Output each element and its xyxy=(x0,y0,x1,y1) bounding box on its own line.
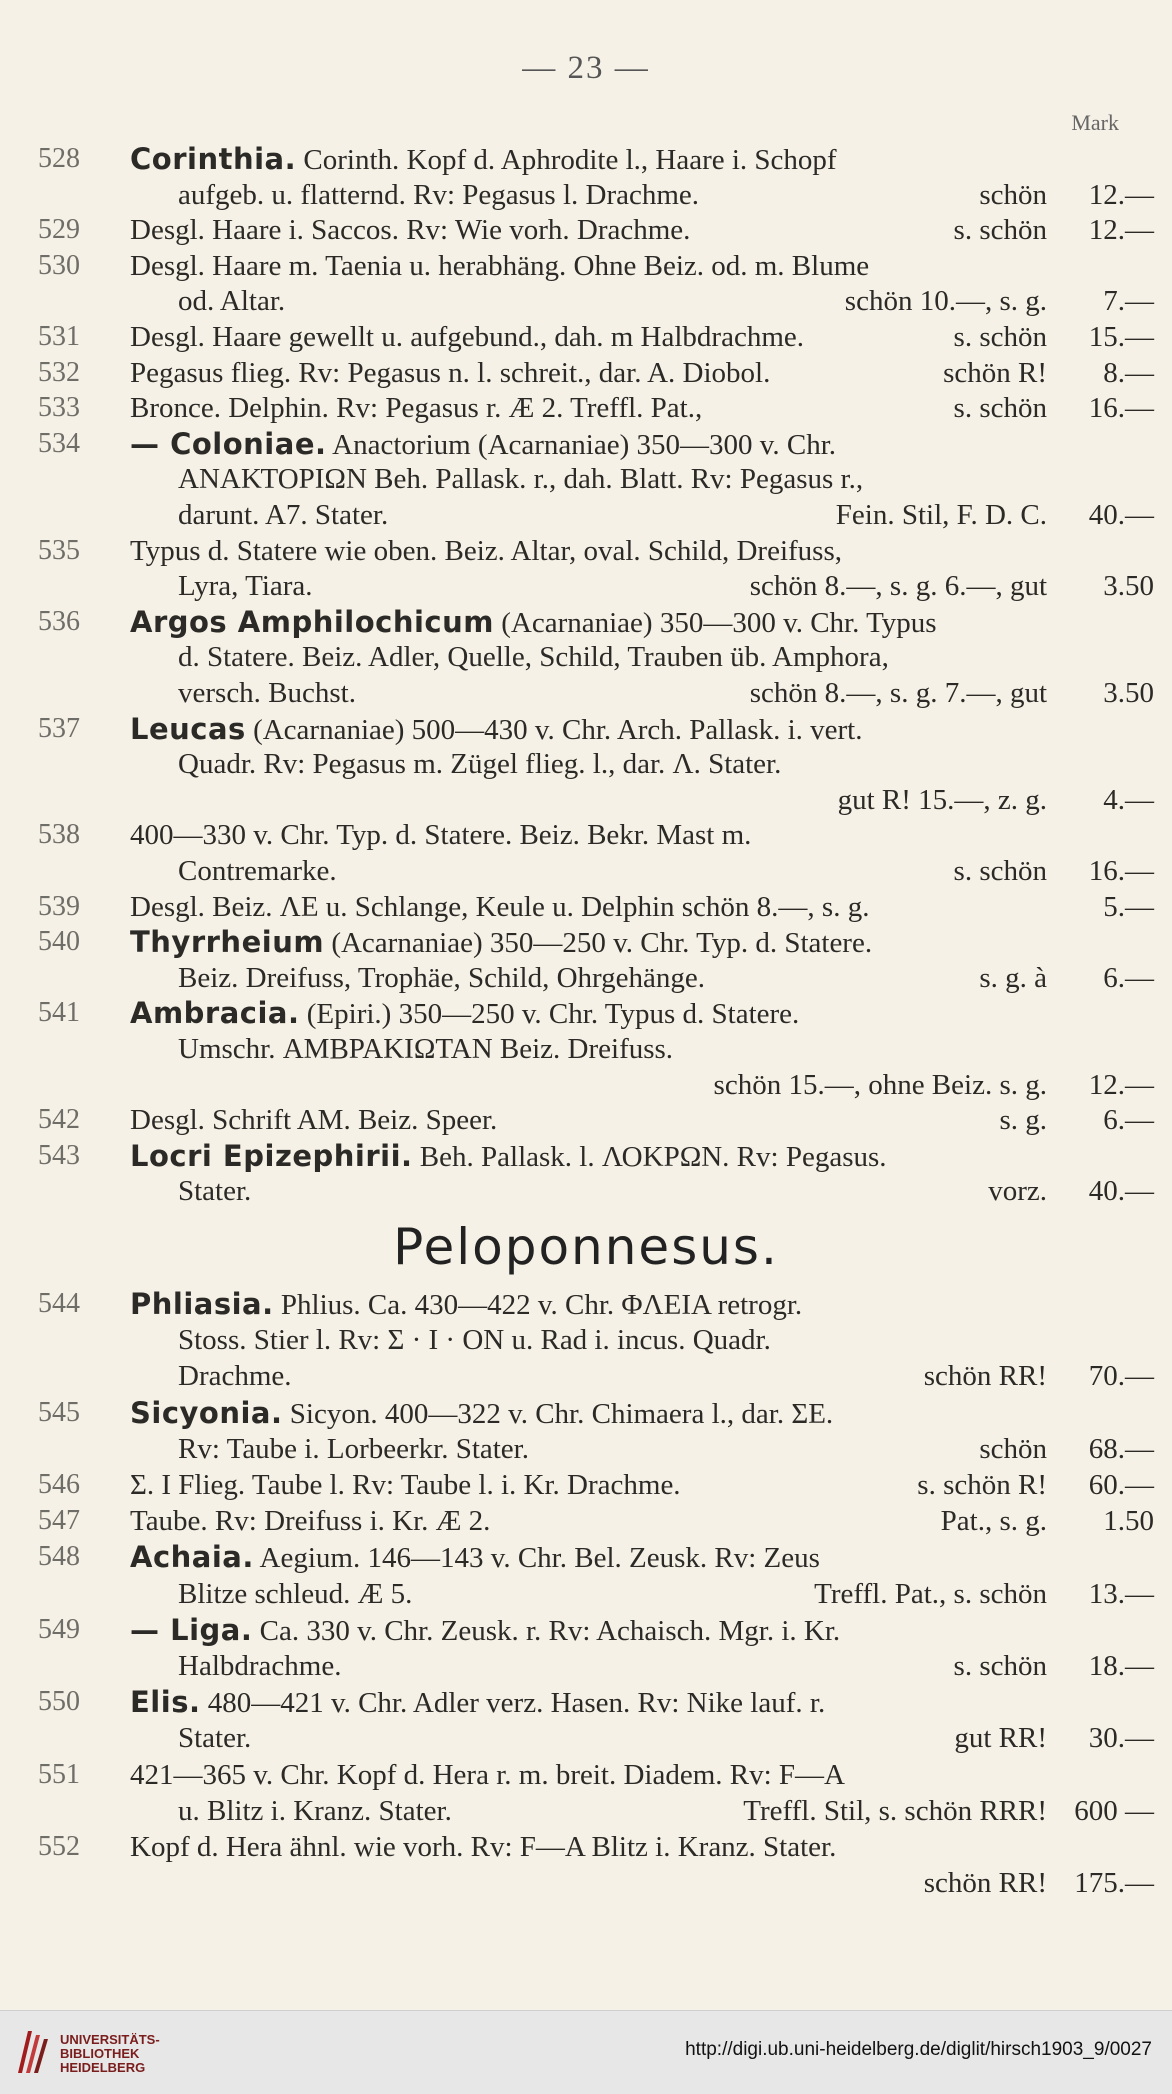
entry-heading: Argos Amphilochicum xyxy=(130,604,494,639)
entry-line xyxy=(0,783,1172,817)
entry-description: Stater. xyxy=(178,1722,252,1755)
entry-heading: Locri Epizephirii. xyxy=(130,1138,413,1173)
section-title: Peloponnesus. xyxy=(393,1218,779,1276)
price-mark: 600 — xyxy=(1074,1794,1154,1827)
entry-description: Taube. Rv: Dreifuss i. Kr. Æ 2. xyxy=(130,1505,491,1538)
entry-line xyxy=(0,1468,1172,1502)
entry-text xyxy=(130,712,862,747)
entry-text xyxy=(130,1613,840,1648)
entry-heading: Sicyonia. xyxy=(130,1395,283,1430)
lot-number: 541 xyxy=(38,997,80,1029)
entry-description: Beiz. Dreifuss, Trophäe, Schild, Ohrgehänge. xyxy=(178,961,706,994)
entry-line xyxy=(0,249,1172,283)
entry-text xyxy=(130,1468,681,1502)
entry-text xyxy=(130,249,869,283)
entry-description: Kopf d. Hera ähnl. wie vorh. Rv: F—A Blitz i. Kranz. Stater. xyxy=(130,1831,837,1863)
entry-line xyxy=(0,1613,1172,1647)
lot-number: 532 xyxy=(38,356,80,388)
entry-line xyxy=(0,1396,1172,1430)
entry-line xyxy=(0,640,1172,674)
entry-description: Sicyon. 400—322 v. Chr. Chimaera l., dar. ΣΕ. xyxy=(282,1397,834,1430)
lot-number: 538 xyxy=(38,819,80,851)
entry-text xyxy=(178,498,388,532)
entry-line xyxy=(0,712,1172,746)
entry-description: Desgl. Beiz. ΛΕ u. Schlange, Keule u. Delphin schön 8.—, s. g. xyxy=(130,890,870,923)
entry-heading: Thyrrheium xyxy=(130,925,325,960)
price-mark: 4.— xyxy=(1103,783,1154,816)
lot-number: 547 xyxy=(38,1505,80,1537)
entry-description: Desgl. Haare gewellt u. aufgebund., dah. m Halbdrachme. xyxy=(130,321,805,353)
entry-text xyxy=(130,1685,825,1720)
condition-grade: s. schön xyxy=(953,321,1047,353)
lot-number: 548 xyxy=(38,1541,80,1573)
library-name-line2: BIBLIOTHEK xyxy=(60,2046,140,2061)
entry-text xyxy=(178,640,889,674)
entry-line xyxy=(0,534,1172,568)
entry-text xyxy=(178,1721,251,1755)
entry-text xyxy=(178,1359,292,1393)
entry-line xyxy=(0,320,1172,354)
entry-line xyxy=(0,1540,1172,1574)
entry-line xyxy=(0,1068,1172,1102)
entry-description: Halbdrachme. xyxy=(178,1650,342,1682)
lot-number: 550 xyxy=(38,1686,80,1718)
entry-text xyxy=(130,890,869,924)
price-mark: 3.50 xyxy=(1103,677,1154,709)
entry-description: Quadr. Rv: Pegasus m. Zügel flieg. l., dar. Λ. Stater. xyxy=(178,748,782,781)
lot-number: 539 xyxy=(38,890,80,922)
entry-line xyxy=(0,1323,1172,1357)
entry-line xyxy=(0,1721,1172,1755)
condition-grade: schön xyxy=(979,178,1047,211)
entry-line xyxy=(0,890,1172,924)
entry-text xyxy=(130,1830,836,1864)
entry-description: (Acarnaniae) 350—300 v. Chr. Typus xyxy=(494,606,937,639)
entry-text xyxy=(178,676,356,710)
entry-text xyxy=(130,356,770,390)
lot-number: 545 xyxy=(38,1396,80,1428)
condition-grade: schön RR! xyxy=(923,1360,1047,1393)
entry-line xyxy=(0,391,1172,425)
entry-line xyxy=(0,1685,1172,1719)
lot-number: 531 xyxy=(38,321,80,352)
entry-heading: — Liga. xyxy=(130,1612,253,1647)
entry-line xyxy=(0,818,1172,852)
entry-line xyxy=(0,498,1172,532)
entry-text xyxy=(130,1540,820,1575)
lot-number: 552 xyxy=(38,1831,80,1862)
entry-heading: Elis. xyxy=(130,1685,201,1720)
entry-text xyxy=(130,818,751,852)
condition-grade: gut R! 15.—, z. g. xyxy=(837,783,1047,816)
entry-line xyxy=(0,1794,1172,1828)
price-mark: 16.— xyxy=(1088,855,1154,887)
entry-description: darunt. A7. Stater. xyxy=(178,499,389,531)
entry-description: Desgl. Schrift AM. Beiz. Speer. xyxy=(130,1104,498,1137)
price-mark: 6.— xyxy=(1103,1104,1154,1137)
entry-text xyxy=(178,1649,341,1683)
entry-text xyxy=(130,925,872,960)
entry-text xyxy=(178,284,285,318)
entry-line xyxy=(0,356,1172,390)
entry-line xyxy=(0,1359,1172,1393)
entry-text xyxy=(130,1103,497,1137)
entry-text xyxy=(130,1504,490,1538)
entry-text xyxy=(178,1032,673,1066)
condition-grade: gut RR! xyxy=(954,1722,1047,1755)
entry-text xyxy=(130,427,836,462)
entry-line xyxy=(0,178,1172,212)
lot-number: 529 xyxy=(38,214,80,246)
library-name xyxy=(60,2033,160,2075)
entry-text xyxy=(178,569,313,603)
library-name-line3: HEIDELBERG xyxy=(60,2060,146,2075)
entry-line xyxy=(0,1649,1172,1683)
lot-number: 544 xyxy=(38,1288,80,1319)
entry-description: u. Blitz i. Kranz. Stater. xyxy=(178,1794,452,1827)
lot-number: 535 xyxy=(38,534,80,566)
entry-text xyxy=(178,961,705,995)
condition-grade: schön 15.—, ohne Beiz. s. g. xyxy=(713,1068,1047,1101)
entry-description: aufgeb. u. flatternd. Rv: Pegasus l. Drachme. xyxy=(178,178,700,211)
condition-grade: s. schön xyxy=(953,214,1047,247)
entry-description: 480—421 v. Chr. Adler verz. Hasen. Rv: Nike lauf. r. xyxy=(200,1687,826,1720)
entry-description: Pegasus flieg. Rv: Pegasus n. l. schreit., dar. A. Diobol. xyxy=(130,356,771,389)
entry-text xyxy=(130,213,690,247)
entry-description: Rv: Taube i. Lorbeerkr. Stater. xyxy=(178,1432,529,1465)
entry-description: od. Altar. xyxy=(178,285,286,318)
entry-description: Beh. Pallask. l. ΛΟΚΡΩΝ. Rv: Pegasus. xyxy=(412,1140,887,1173)
condition-grade: schön 10.—, s. g. xyxy=(844,285,1047,318)
lot-number: 551 xyxy=(38,1758,80,1790)
entry-text xyxy=(130,391,702,425)
condition-grade: Treffl. Stil, s. schön RRR! xyxy=(743,1794,1047,1827)
column-header-mark: Mark xyxy=(1071,110,1119,135)
entry-description: Lyra, Tiara. xyxy=(178,570,313,603)
price-mark: 12.— xyxy=(1088,178,1154,211)
condition-grade: s. schön xyxy=(953,855,1047,887)
entry-description: (Epiri.) 350—250 v. Chr. Typus d. Statere. xyxy=(299,998,800,1031)
lot-number: 530 xyxy=(38,249,80,281)
entry-text xyxy=(130,1758,845,1792)
price-mark: 15.— xyxy=(1088,321,1154,353)
condition-grade: s. schön xyxy=(953,1650,1047,1682)
entry-description: Bronce. Delphin. Rv: Pegasus r. Æ 2. Treffl. Pat., xyxy=(130,392,703,425)
entry-description: Stater. xyxy=(178,1175,252,1208)
entry-line xyxy=(0,142,1172,176)
price-mark: 68.— xyxy=(1088,1432,1154,1465)
lot-number: 534 xyxy=(38,427,80,459)
condition-grade: schön 8.—, s. g. 7.—, gut xyxy=(749,677,1047,709)
entry-text xyxy=(178,1174,251,1208)
condition-grade: s. g. à xyxy=(979,961,1047,994)
condition-grade: Fein. Stil, F. D. C. xyxy=(835,499,1047,531)
entry-description: Desgl. Haare i. Saccos. Rv: Wie vorh. Drachme. xyxy=(130,214,691,247)
entry-text xyxy=(130,534,842,568)
price-mark: 3.50 xyxy=(1103,570,1154,603)
price-mark: 40.— xyxy=(1088,1175,1154,1208)
entry-line xyxy=(0,1504,1172,1538)
price-mark: 18.— xyxy=(1088,1650,1154,1682)
entry-description: versch. Buchst. xyxy=(178,677,356,709)
condition-grade: s. g. xyxy=(999,1104,1047,1137)
entry-description: Anactorium (Acarnaniae) 350—300 v. Chr. xyxy=(326,428,837,461)
entry-line xyxy=(0,213,1172,247)
entry-description: 400—330 v. Chr. Typ. d. Statere. Beiz. Bekr. Mast m. xyxy=(130,819,752,852)
entry-text xyxy=(130,1287,802,1322)
price-mark: 12.— xyxy=(1088,214,1154,247)
entry-line xyxy=(0,1758,1172,1792)
entry-text xyxy=(178,462,863,496)
entry-description: Corinth. Kopf d. Aphrodite l., Haare i. Schopf xyxy=(296,144,837,176)
entry-text xyxy=(130,320,804,354)
lot-number: 528 xyxy=(38,143,80,174)
condition-grade: Treffl. Pat., s. schön xyxy=(814,1577,1047,1610)
entry-text xyxy=(178,1794,452,1828)
entry-description: Aegium. 146—143 v. Chr. Bel. Zeusk. Rv: Zeus xyxy=(253,1542,820,1575)
entry-heading: Achaia. xyxy=(130,1540,254,1575)
entry-line xyxy=(0,1032,1172,1066)
entry-text xyxy=(130,142,837,177)
entry-line xyxy=(0,462,1172,496)
price-mark: 13.— xyxy=(1088,1577,1154,1610)
entry-line xyxy=(0,284,1172,318)
entry-heading: — Coloniae. xyxy=(130,426,327,461)
entry-heading: Leucas xyxy=(130,711,246,746)
footer-bar xyxy=(0,2010,1172,2094)
entry-text xyxy=(130,1139,887,1174)
lot-number: 546 xyxy=(38,1469,80,1500)
entry-line xyxy=(0,676,1172,710)
entry-text xyxy=(178,747,781,781)
lot-number: 540 xyxy=(38,926,80,958)
condition-grade: s. schön R! xyxy=(917,1469,1047,1501)
entry-description: Umschr. ΑΜΒΡΑΚΙΩΤΑΝ Beiz. Dreifuss. xyxy=(178,1033,674,1065)
entry-line xyxy=(0,1830,1172,1864)
price-mark: 70.— xyxy=(1088,1360,1154,1393)
entry-text xyxy=(130,996,799,1031)
entry-description: Stoss. Stier l. Rv: Σ · I · ON u. Rad i. incus. Quadr. xyxy=(178,1324,771,1357)
condition-grade: schön RR! xyxy=(923,1867,1047,1900)
price-mark: 175.— xyxy=(1074,1867,1154,1900)
entry-text xyxy=(130,1396,833,1431)
entry-line xyxy=(0,1432,1172,1466)
condition-grade: vorz. xyxy=(988,1175,1047,1208)
price-mark: 16.— xyxy=(1088,392,1154,425)
price-mark: 7.— xyxy=(1103,285,1154,318)
entry-text xyxy=(130,605,937,640)
condition-grade: schön 8.—, s. g. 6.—, gut xyxy=(749,570,1047,603)
price-mark: 60.— xyxy=(1088,1469,1154,1501)
price-mark: 12.— xyxy=(1088,1068,1154,1101)
price-mark: 1.50 xyxy=(1103,1505,1154,1538)
entry-line xyxy=(0,1287,1172,1321)
entry-description: Phlius. Ca. 430—422 v. Chr. ΦΛΕΙΑ retrogr. xyxy=(273,1289,803,1321)
entry-description: Drachme. xyxy=(178,1360,292,1393)
entry-heading: Ambracia. xyxy=(130,996,300,1031)
entry-line xyxy=(0,1139,1172,1173)
entry-text xyxy=(178,1577,412,1611)
entry-description: (Acarnaniae) 500—430 v. Chr. Arch. Pallask. i. vert. xyxy=(245,713,863,746)
entry-text xyxy=(178,1323,771,1357)
price-mark: 5.— xyxy=(1103,890,1154,923)
entry-text xyxy=(178,1432,529,1466)
entry-line xyxy=(0,747,1172,781)
price-mark: 40.— xyxy=(1088,499,1154,531)
lot-number: 543 xyxy=(38,1139,80,1171)
entry-description: d. Statere. Beiz. Adler, Quelle, Schild, Trauben üb. Amphora, xyxy=(178,641,889,674)
entry-line xyxy=(0,961,1172,995)
entry-line xyxy=(0,925,1172,959)
price-mark: 6.— xyxy=(1103,961,1154,994)
university-library-logo-icon[interactable] xyxy=(14,2025,50,2077)
entry-line xyxy=(0,996,1172,1030)
lot-number: 537 xyxy=(38,712,80,744)
price-mark: 8.— xyxy=(1103,356,1154,389)
entry-line xyxy=(0,1866,1172,1900)
lot-number: 549 xyxy=(38,1613,80,1645)
entry-description: 421—365 v. Chr. Kopf d. Hera r. m. breit. Diadem. Rv: F—A xyxy=(130,1758,845,1791)
price-mark: 30.— xyxy=(1088,1722,1154,1755)
entry-text xyxy=(178,854,337,888)
lot-number: 533 xyxy=(38,392,80,424)
entry-heading: Corinthia. xyxy=(130,142,297,176)
lot-number: 536 xyxy=(38,605,80,637)
entry-description: Typus d. Statere wie oben. Beiz. Altar, oval. Schild, Dreifuss, xyxy=(130,534,843,567)
condition-grade: Pat., s. g. xyxy=(940,1505,1047,1538)
entry-text xyxy=(178,178,699,212)
condition-grade: schön xyxy=(979,1432,1047,1465)
condition-grade: schön R! xyxy=(943,356,1047,389)
entry-description: Σ. I Flieg. Taube l. Rv: Taube l. i. Kr. Drachme. xyxy=(130,1469,681,1501)
library-name-line1: UNIVERSITÄTS- xyxy=(60,2032,160,2047)
entry-description: Contremarke. xyxy=(178,855,337,887)
entry-description: ΑΝΑΚΤΟΡΙΩΝ Beh. Pallask. r., dah. Blatt. Rv: Pegasus r., xyxy=(178,463,864,496)
entry-line xyxy=(0,427,1172,461)
entry-line xyxy=(0,854,1172,888)
entry-description: Desgl. Haare m. Taenia u. herabhäng. Ohne Beiz. od. m. Blume xyxy=(130,249,870,282)
entry-line xyxy=(0,569,1172,603)
page-number: — 23 — xyxy=(522,50,650,86)
condition-grade: s. schön xyxy=(953,392,1047,425)
entry-description: Blitze schleud. Æ 5. xyxy=(178,1577,413,1610)
entry-line xyxy=(0,1103,1172,1137)
entry-description: (Acarnaniae) 350—250 v. Chr. Typ. d. Statere. xyxy=(324,927,873,960)
entry-description: Ca. 330 v. Chr. Zeusk. r. Rv: Achaisch. Mgr. i. Kr. xyxy=(252,1614,841,1647)
entry-line xyxy=(0,1174,1172,1208)
entry-line xyxy=(0,1577,1172,1611)
source-url-link[interactable]: http://digi.ub.uni-heidelberg.de/diglit/hirsch1903_9/0027 xyxy=(685,2039,1152,2060)
entry-line xyxy=(0,605,1172,639)
entry-heading: Phliasia. xyxy=(130,1287,274,1321)
lot-number: 542 xyxy=(38,1104,80,1136)
